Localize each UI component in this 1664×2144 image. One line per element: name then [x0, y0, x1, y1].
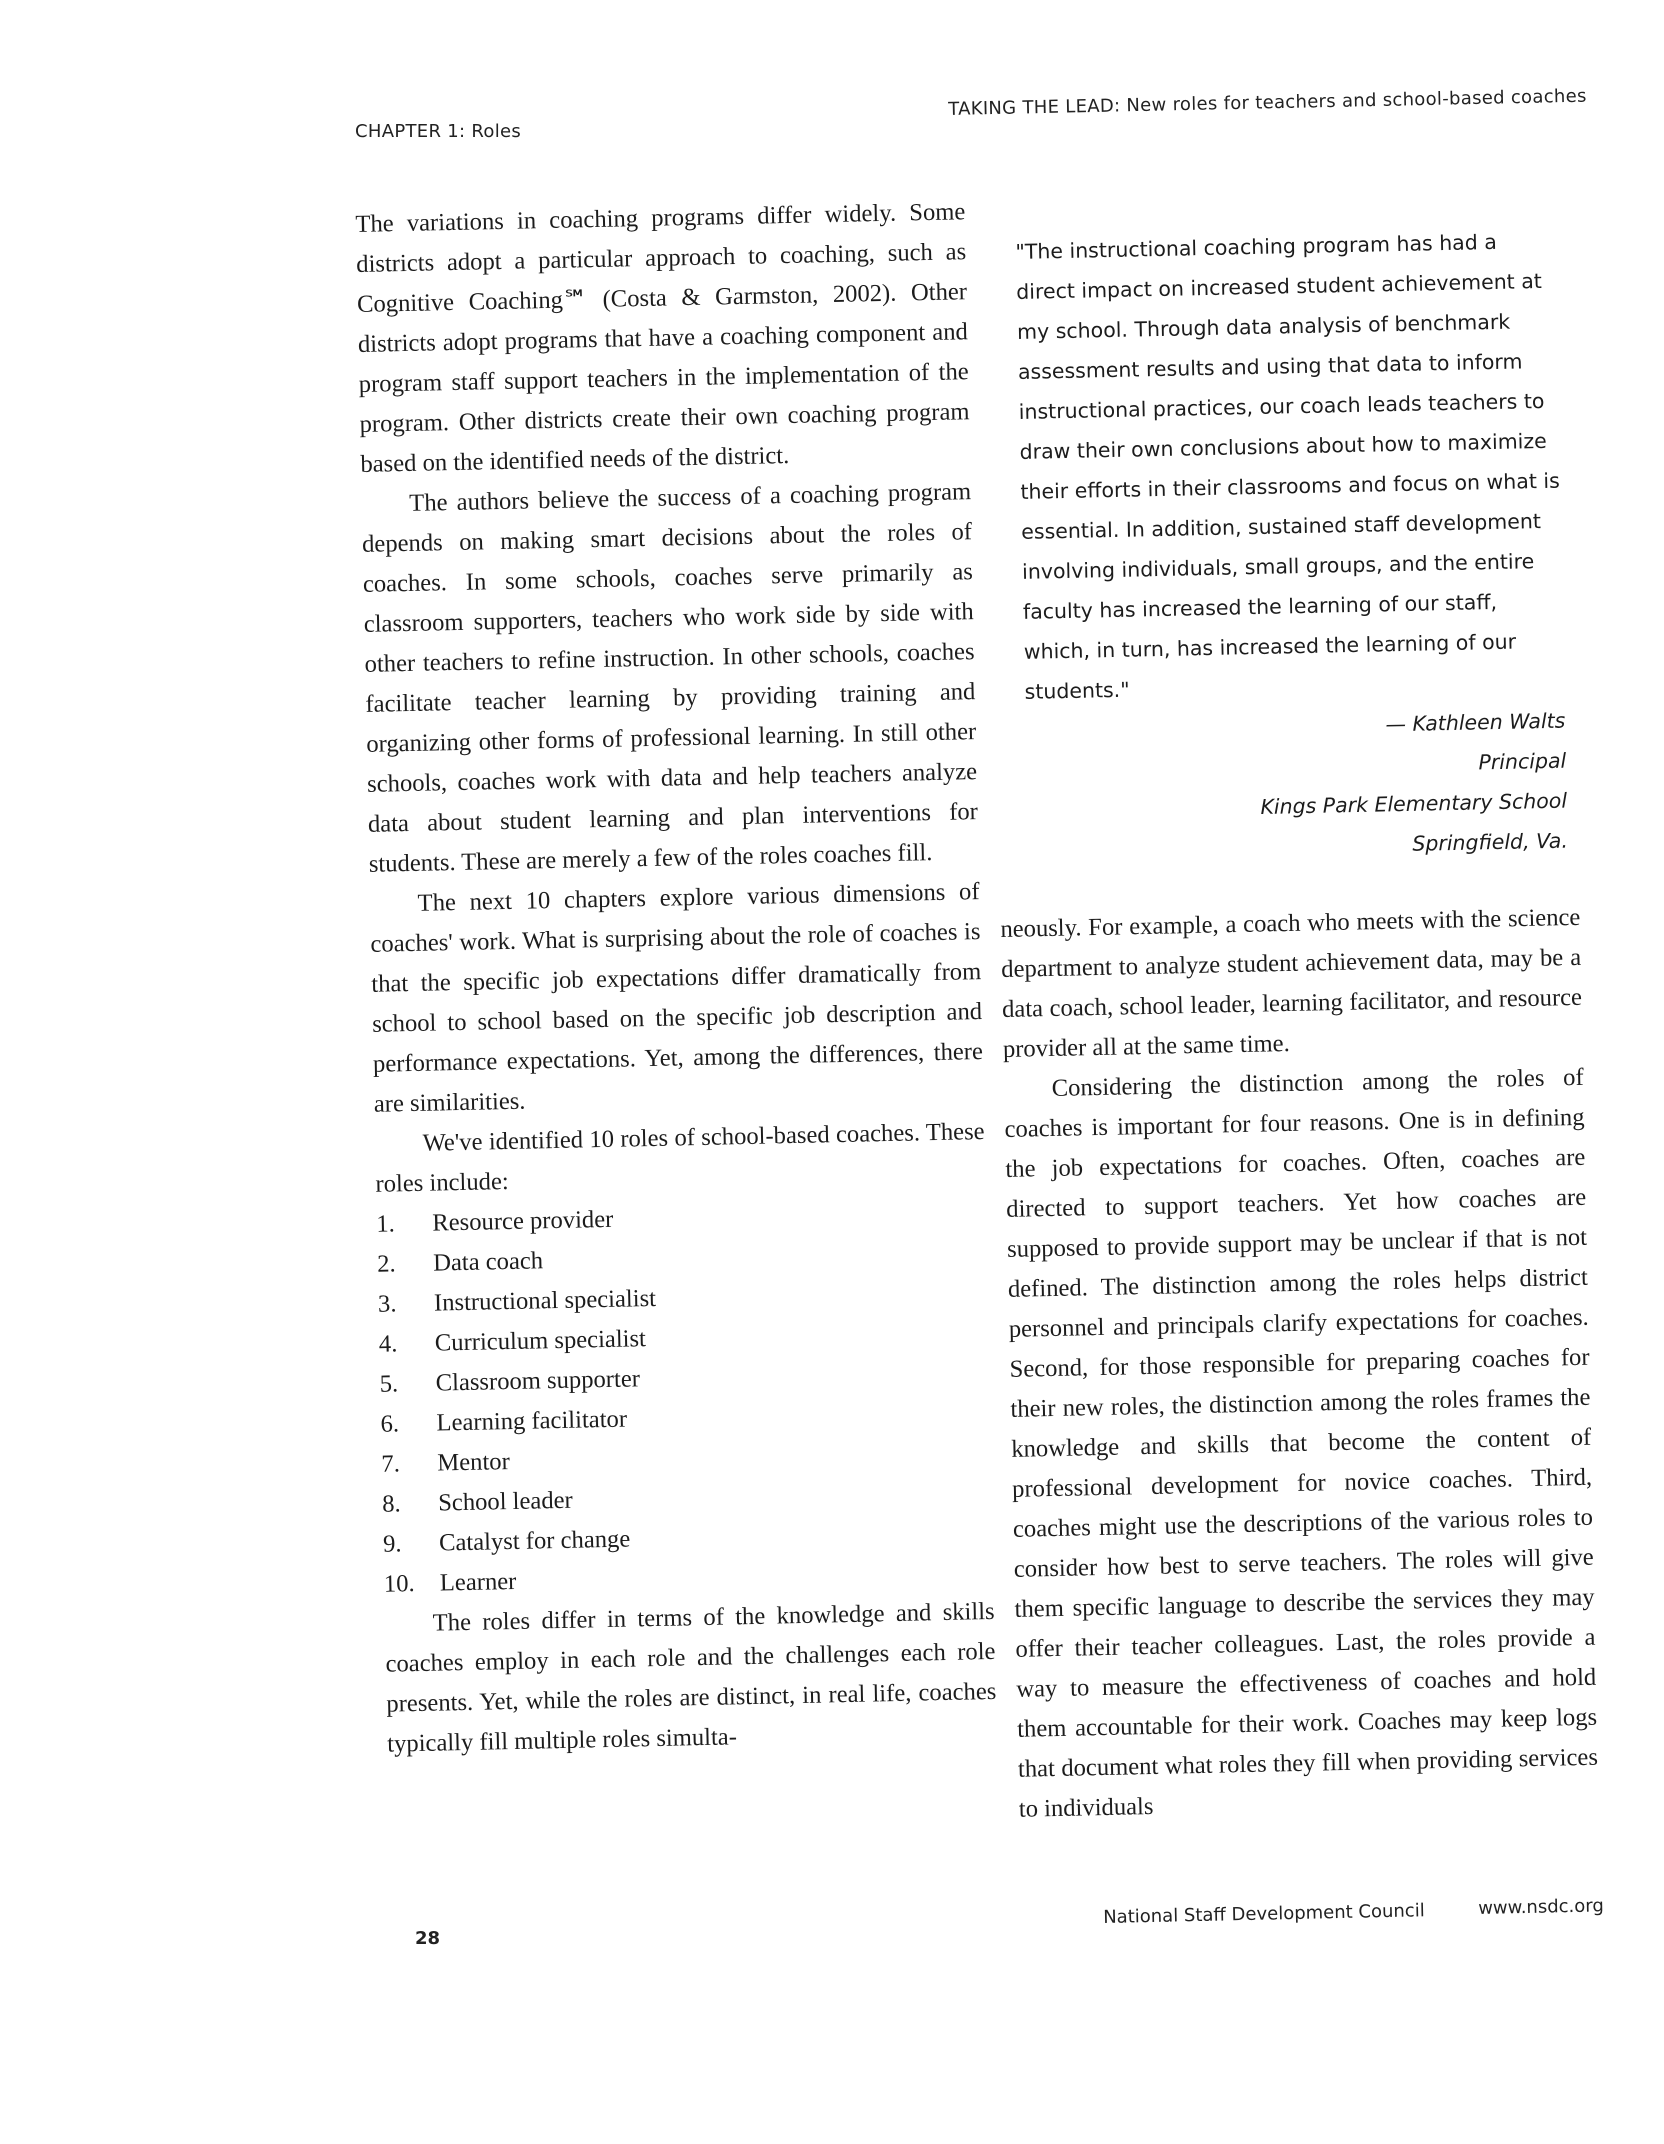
body-paragraph: The roles differ in terms of the knowledge and skills coaches employ in each role and the challenges each role presents. Yet, while the roles are distinct, in real life, coaches typically fill multiple roles simulta-	[385, 1597, 997, 1758]
running-header-book-title: TAKING THE LEAD: New roles for teachers and school-based coaches	[948, 85, 1587, 120]
running-header-chapter: CHAPTER 1: Roles	[355, 121, 522, 142]
body-paragraph: neously. For example, a coach who meets with the science department to analyze student achievement data, may be a data coach, school leader, learning facilitator, and resource provider all at the same time.	[1000, 903, 1583, 1063]
list-number: 2.	[376, 1250, 396, 1278]
list-number: 6.	[380, 1410, 400, 1438]
list-label: Classroom supporter	[435, 1365, 641, 1397]
list-number: 7.	[381, 1450, 401, 1478]
page-number: 28	[415, 1928, 441, 1949]
left-column	[355, 192, 998, 1764]
list-label: School leader	[437, 1486, 574, 1517]
body-paragraph: The next 10 chapters explore various dimensions of coaches' work. What is surprising about the role of coaches is that the specific job expectations differ dramatically from school to school based on the specific job description and performance expectations. Yet, among the differences, there are similarities.	[370, 878, 984, 1118]
pull-quote	[1015, 221, 1568, 872]
body-paragraph: We've identified 10 roles of school-based coaches. These roles include:	[375, 1118, 985, 1198]
right-column	[1000, 898, 1599, 1830]
list-number: 3.	[377, 1290, 397, 1318]
body-paragraph: Considering the distinction among the roles of coaches is important for four reasons. One is in defining the job expectations for coaches. Often, coaches are directed to support teachers. Yet how coaches are supposed to provide support may be unclear if that is not defined. The distinction among the roles helps district personnel and principals clarify expectations for coaches. Second, for those responsible for preparing coaches for their new roles, the distinction among the roles frames the knowledge and skills that become the content of professional development for novice coaches. Third, coaches might use the descriptions of the various roles to consider how best to serve teachers. The roles will give them specific language to describe the services they may offer their teacher colleagues. Last, the roles provide a way to measure the effectiveness of coaches and hold them accountable for their work. Coaches may keep logs that document what roles they fill when providing services to individuals	[1004, 1063, 1599, 1823]
footer-organization: National Staff Development Council	[1103, 1900, 1425, 1928]
attribution-name: — Kathleen Walts	[1385, 708, 1566, 737]
attribution-title: Principal	[1478, 748, 1567, 775]
list-label: Learner	[439, 1567, 517, 1597]
list-number: 10.	[383, 1570, 415, 1598]
list-label: Data coach	[432, 1247, 544, 1277]
list-label: Learning facilitator	[436, 1405, 628, 1437]
list-label: Resource provider	[432, 1205, 614, 1237]
roles-list	[376, 1192, 994, 1605]
list-label: Mentor	[437, 1448, 511, 1477]
list-label: Instructional specialist	[433, 1284, 657, 1317]
list-number: 9.	[382, 1530, 402, 1558]
attribution-school: Kings Park Elementary School	[1260, 788, 1568, 819]
list-label: Catalyst for change	[438, 1525, 631, 1557]
quote-text: "The instructional coaching program has had a direct impact on increased student achievement at my school. Through data analysis of benchmark assessment results and using that data to inform instructional practices, our coach leads teachers to draw their own conclusions about how to maximize their efforts in their classrooms and focus on what is essential. In addition, sustained staff development involving individuals, small groups, and the entire faculty has increased the learning of our staff, which, in turn, has increased the learning of our students."	[1015, 229, 1561, 704]
list-number: 1.	[376, 1210, 396, 1238]
list-number: 8.	[381, 1490, 401, 1518]
attribution-location: Springfield, Va.	[1412, 828, 1569, 856]
body-paragraph: The variations in coaching programs differ widely. Some districts adopt a particular approach to coaching, such as Cognitive Coaching℠ (Costa & Garmston, 2002). Other districts adopt programs that have a coaching component and program staff support teachers in the implementation of the program. Other districts create their own coaching program based on the identified needs of the district.	[355, 198, 970, 478]
footer-url: www.nsdc.org	[1478, 1895, 1605, 1919]
list-number: 5.	[379, 1370, 399, 1398]
list-number: 4.	[378, 1330, 398, 1358]
list-label: Curriculum specialist	[434, 1325, 647, 1357]
quote-attribution	[1025, 701, 1568, 872]
body-paragraph: The authors believe the success of a coaching program depends on making smart decisions about the roles of coaches. In some schools, coaches serve primarily as classroom supporters, teachers who work side by side with other teachers to refine instruction. In other schools, coaches facilitate teacher learning by providing training and organizing other forms of professional learning. In still other schools, coaches work with data and help teachers analyze data about student learning and plan interventions for students. These are merely a few of the roles coaches fill.	[361, 478, 979, 878]
